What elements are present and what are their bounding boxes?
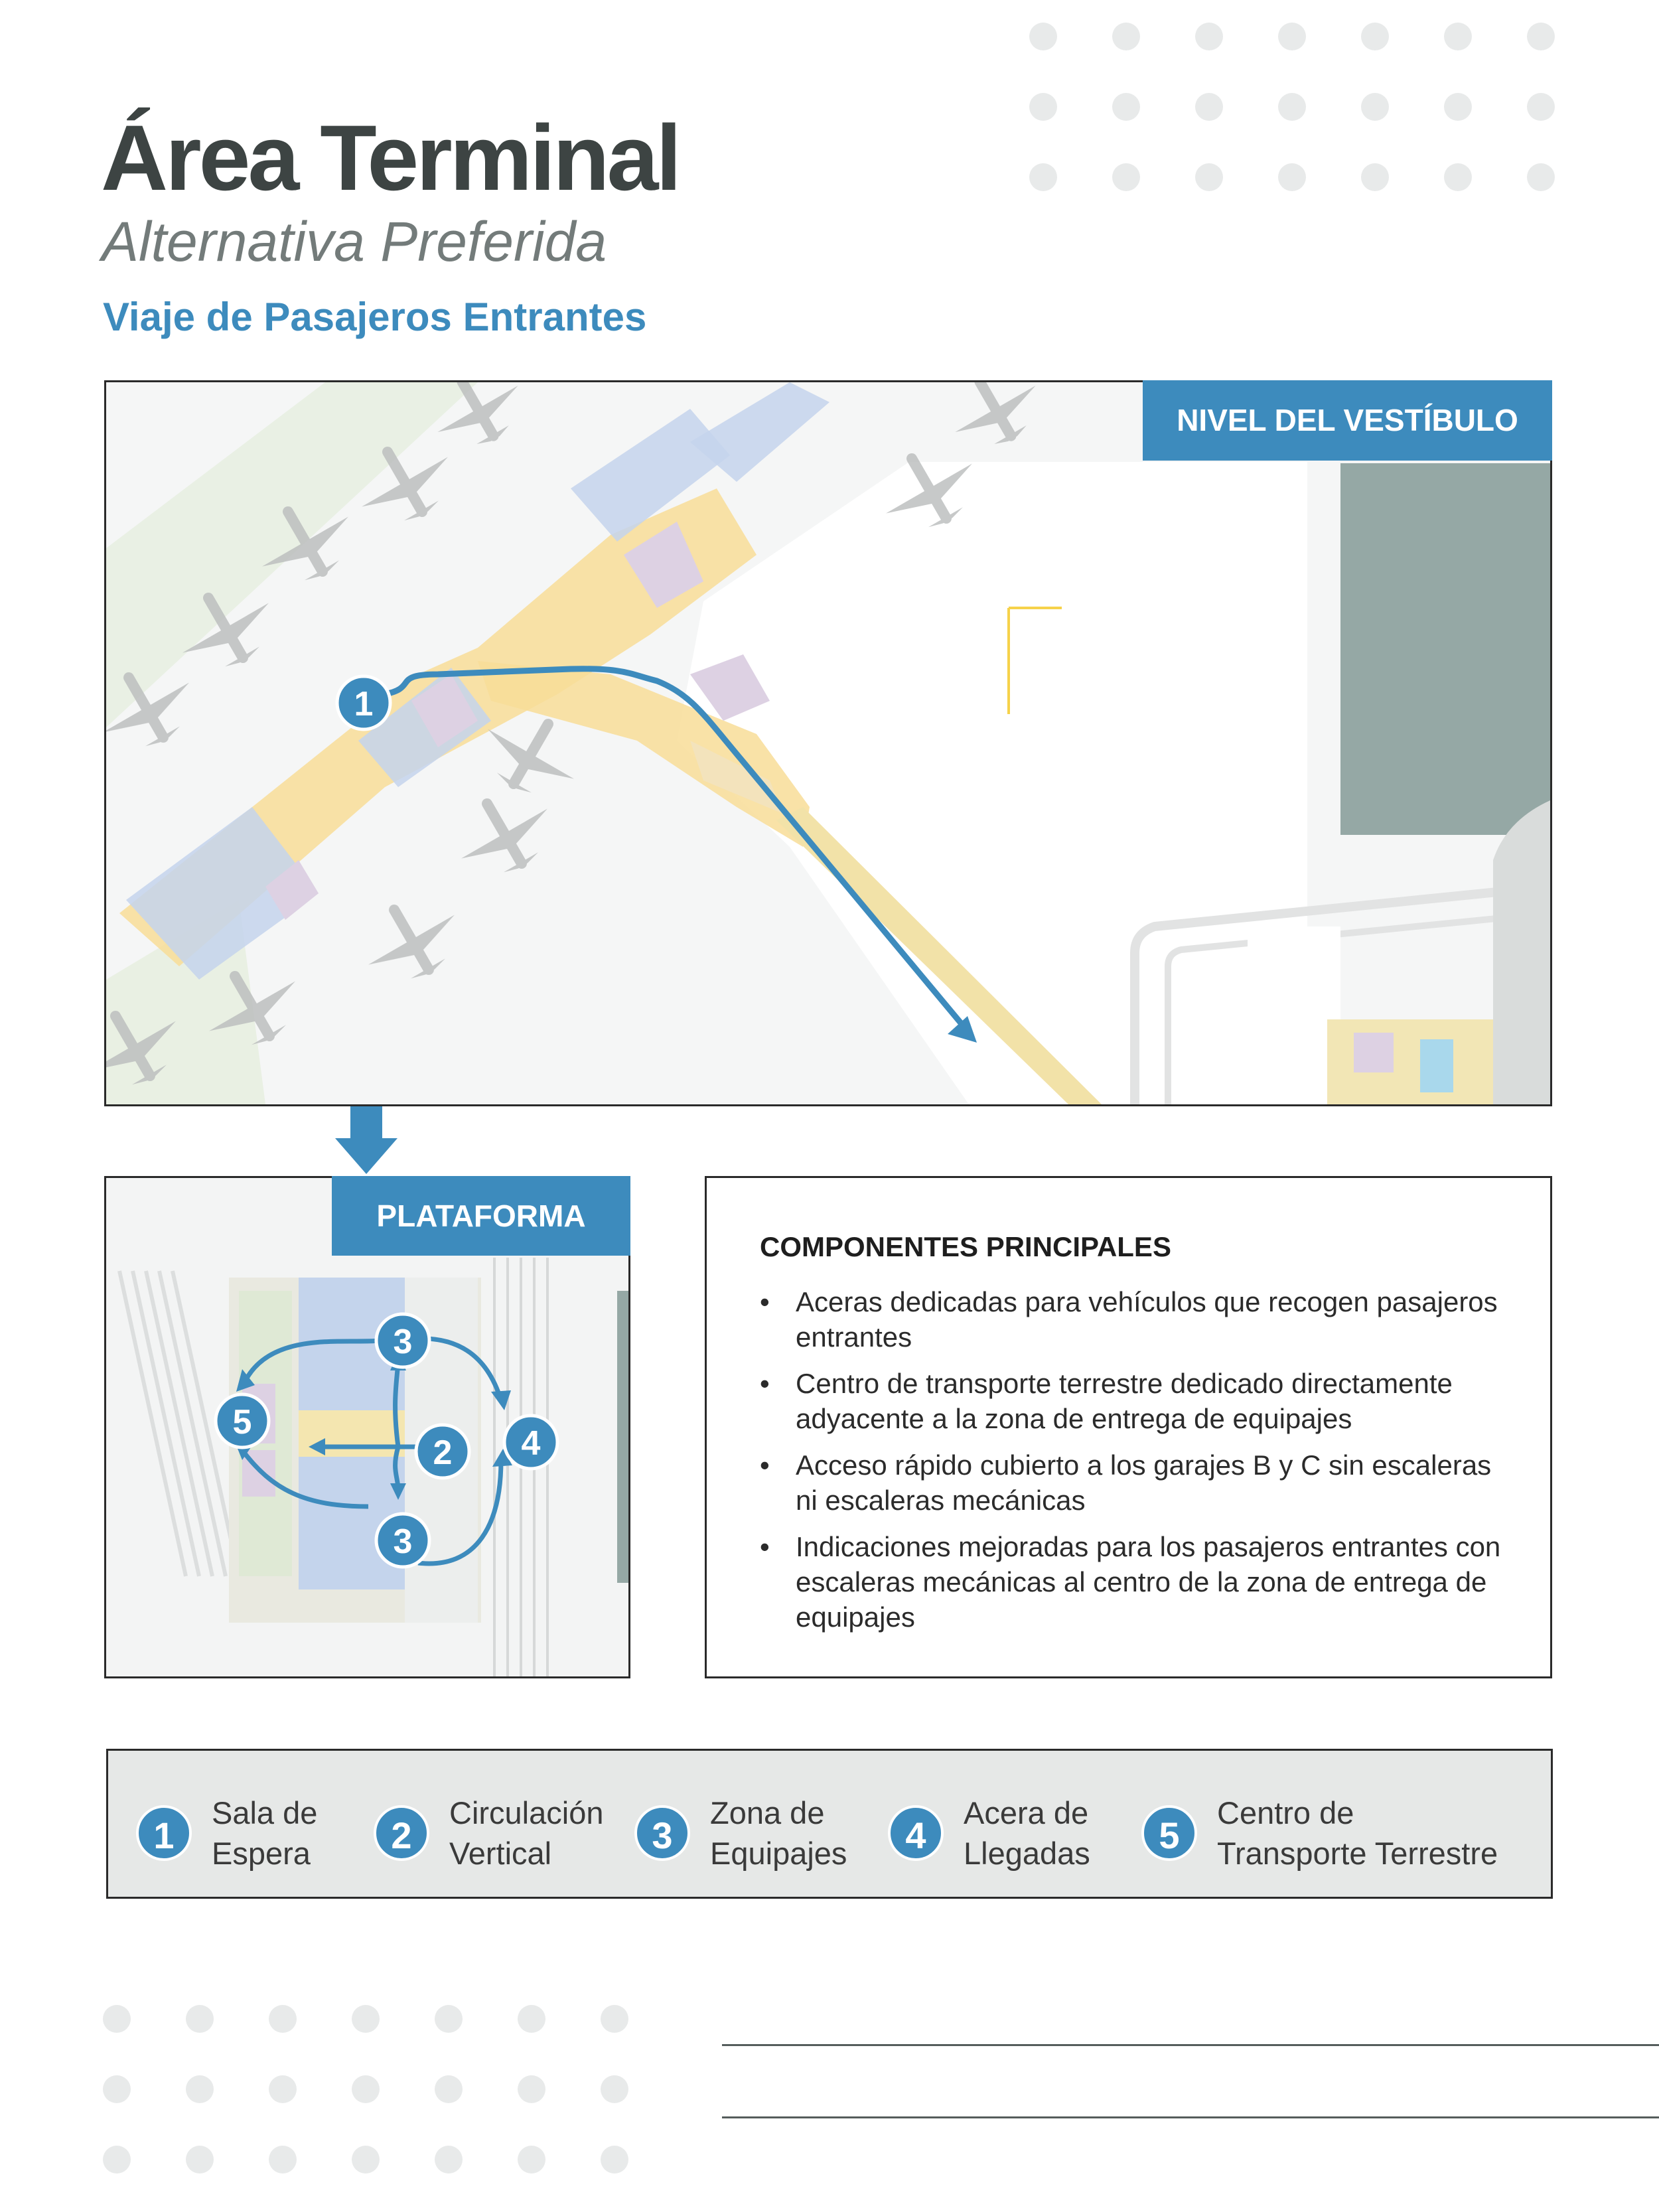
list-item: [760, 1284, 1510, 1355]
platform-marker-3-lower: [376, 1514, 429, 1567]
legend-label: Centro de Transporte Terrestre: [1217, 1795, 1498, 1871]
legend-label: Sala de Espera: [212, 1795, 318, 1871]
bullet-mark: •: [760, 1368, 770, 1399]
section-heading: Viaje de Pasajeros Entrantes: [103, 295, 647, 339]
components-panel: [705, 1176, 1552, 1678]
list-item: [760, 1529, 1510, 1635]
legend-number-badge: 5: [1141, 1805, 1197, 1861]
legend-label: Acera de Llegadas: [964, 1795, 1090, 1871]
bullet-mark: •: [760, 1449, 770, 1481]
page-subtitle: Alternativa Preferida: [102, 210, 607, 273]
page-title: Área Terminal: [101, 106, 680, 210]
divider-line: [722, 2116, 1659, 2118]
component-text: Acceso rápido cubierto a los garajes B y C sin escaleras ni escaleras mecánicas: [796, 1449, 1492, 1516]
level-down-arrow: [330, 1106, 403, 1176]
legend-item-1: [136, 1793, 317, 1874]
legend-number-badge: 3: [634, 1805, 690, 1861]
components-list: [760, 1284, 1510, 1635]
concourse-map-drawing: [106, 382, 1550, 1104]
legend-item-3: [634, 1793, 847, 1874]
legend: [106, 1749, 1553, 1899]
components-title: COMPONENTES PRINCIPALES: [760, 1231, 1171, 1262]
divider-line: [722, 2044, 1659, 2046]
legend-number-badge: 1: [136, 1805, 192, 1861]
platform-marker-4: [504, 1416, 557, 1469]
bullet-mark: •: [760, 1286, 770, 1317]
map-marker-1-label: 1: [354, 685, 374, 723]
platform-marker-3-lower-label: 3: [393, 1522, 413, 1561]
component-text: Centro de transporte terrestre dedicado directamente adyacente a la zona de entrega de equipajes: [796, 1368, 1453, 1434]
legend-item-2: [374, 1793, 603, 1874]
legend-item-5: [1141, 1793, 1498, 1874]
platform-marker-3-upper-label: 3: [393, 1323, 413, 1361]
map-marker-1: [337, 676, 390, 729]
legend-item-4: [888, 1793, 1090, 1874]
platform-marker-3-upper: [376, 1314, 429, 1367]
concourse-map: [104, 380, 1552, 1106]
legend-number-badge: 2: [374, 1805, 429, 1861]
legend-label: Circulación Vertical: [449, 1795, 604, 1871]
platform-marker-5-label: 5: [232, 1403, 252, 1441]
component-text: Aceras dedicadas para vehículos que recogen pasajeros entrantes: [796, 1286, 1498, 1353]
legend-number-badge: 4: [888, 1805, 944, 1861]
platform-level-tag: PLATAFORMA: [332, 1176, 630, 1256]
bullet-mark: •: [760, 1531, 770, 1562]
component-text: Indicaciones mejoradas para los pasajeros entrantes con escaleras mecánicas al centro de la zona de entrega de equipajes: [796, 1531, 1501, 1633]
platform-marker-2: [416, 1425, 469, 1478]
platform-marker-2-label: 2: [433, 1434, 453, 1472]
legend-label: Zona de Equipajes: [710, 1795, 847, 1871]
platform-marker-5: [216, 1394, 269, 1447]
list-item: [760, 1366, 1510, 1436]
platform-marker-4-label: 4: [521, 1424, 541, 1463]
list-item: [760, 1447, 1510, 1518]
concourse-level-tag: NIVEL DEL VESTÍBULO: [1143, 380, 1552, 461]
